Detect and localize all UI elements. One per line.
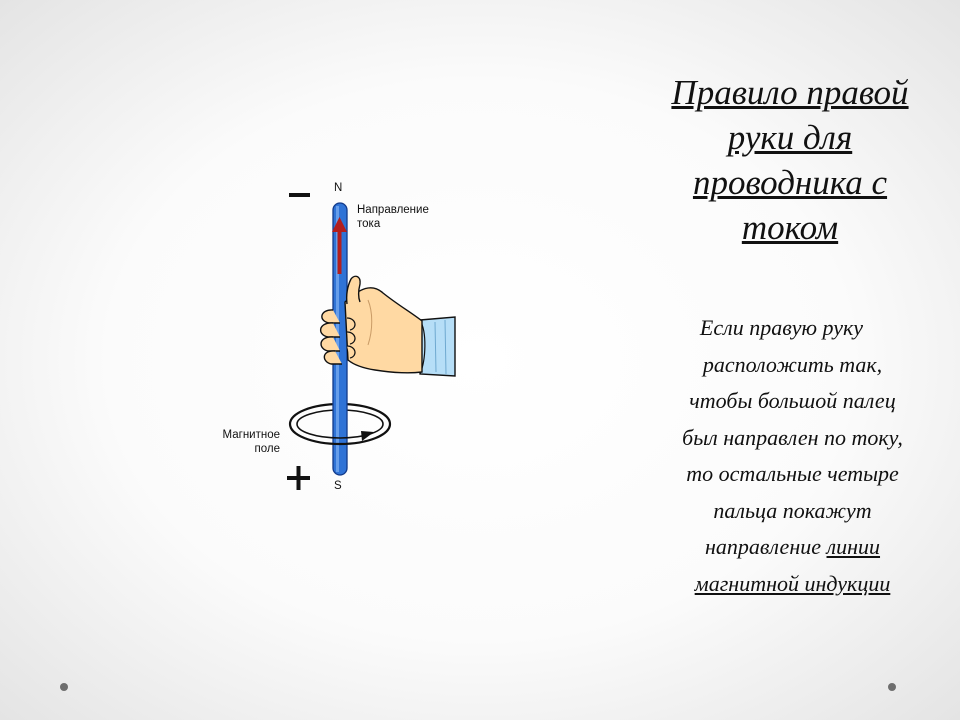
- rule-line: пальца покажут: [713, 497, 872, 523]
- rule-line-text: направление: [704, 534, 822, 559]
- south-pole-label: S: [334, 480, 342, 492]
- corner-dot-right: [888, 683, 896, 691]
- slide-title: [640, 70, 940, 250]
- rule-line: то остальные четыре: [686, 461, 899, 486]
- minus-sign: [289, 193, 310, 197]
- current-direction-label: [357, 203, 429, 231]
- rule-underlined-term: линии: [826, 534, 881, 559]
- title-line: Правило правой: [671, 73, 909, 112]
- magnetic-field-label-line2: поле: [254, 443, 280, 455]
- rule-line: расположить так,: [702, 351, 883, 377]
- title-line: током: [741, 208, 839, 247]
- rule-underlined-term: магнитной индукции: [694, 570, 891, 596]
- magnetic-field-label-line1: Магнитное: [222, 429, 280, 441]
- north-pole-label: N: [334, 182, 343, 194]
- title-line: руки для: [727, 118, 853, 157]
- corner-dot-left: [60, 683, 68, 691]
- rule-line: Если правую руку: [699, 315, 864, 340]
- plus-sign: [287, 466, 310, 490]
- rule-line: был направлен по току,: [682, 424, 903, 450]
- sleeve: [420, 317, 455, 376]
- current-direction-label-line2: тока: [357, 218, 381, 230]
- title-line: проводника с: [692, 163, 888, 202]
- current-direction-label-line1: Направление: [357, 204, 429, 216]
- magnetic-field-label: [212, 428, 280, 456]
- rule-line: чтобы большой палец: [689, 388, 896, 413]
- rule-text: [640, 310, 945, 602]
- rule-line: [640, 529, 945, 566]
